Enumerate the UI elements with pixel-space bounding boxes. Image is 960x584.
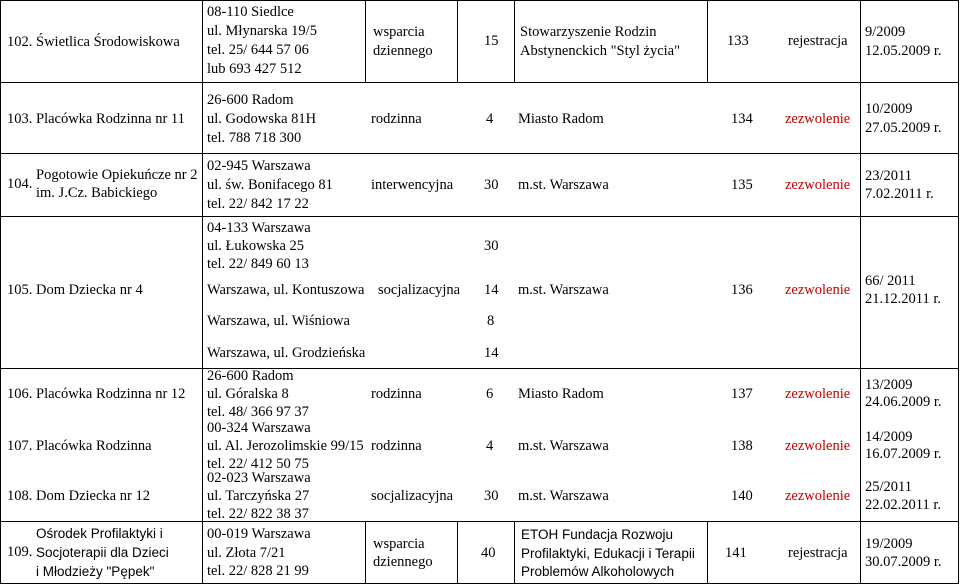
sub-address: Warszawa, ul. Wiśniowa [207, 313, 350, 329]
row-number: 107. [7, 438, 33, 454]
places-count: 30 [484, 177, 499, 193]
status: zezwolenie [785, 177, 851, 193]
places-count: 30 [484, 238, 499, 254]
sub-address: Warszawa, ul. Kontuszowa [207, 282, 365, 298]
institution-name: Placówka Rodzinna nr 12 [36, 386, 186, 402]
institution-type: socjalizacyjna [371, 488, 454, 504]
row-divider [0, 216, 958, 217]
address-line: ul. Godowska 81H [207, 111, 317, 127]
institution-name: i Młodzieży "Pępek" [36, 564, 155, 579]
column-divider [365, 0, 366, 82]
address-line: ul. Złota 7/21 [207, 545, 286, 561]
status: zezwolenie [785, 438, 851, 454]
registry-number: 133 [727, 33, 749, 49]
address-line: ul. Młynarska 19/5 [207, 23, 317, 39]
institution-name: Placówka Rodzinna nr 11 [36, 111, 185, 127]
decision-date: 16.07.2009 r. [865, 446, 942, 462]
address-line: ul. Al. Jerozolimskie 99/15 [207, 438, 364, 454]
sub-address: Warszawa, ul. Grodzieńska [207, 345, 366, 361]
decision-number: 13/2009 [865, 377, 913, 393]
decision-date: 12.05.2009 r. [865, 43, 942, 59]
status: zezwolenie [785, 111, 851, 127]
places-count: 6 [486, 386, 494, 402]
registry-number: 136 [731, 282, 753, 298]
institution-type: wsparcia [373, 536, 425, 552]
institution-type: dziennego [373, 43, 433, 59]
decision-number: 66/ 2011 [865, 273, 916, 289]
operator: m.st. Warszawa [518, 282, 609, 298]
column-divider [514, 0, 515, 82]
institution-type: rodzinna [371, 111, 422, 127]
row-number: 103. [7, 111, 33, 127]
decision-date: 30.07.2009 r. [865, 554, 942, 570]
column-divider [457, 0, 458, 82]
institution-name: Pogotowie Opiekuńcze nr 2 [36, 167, 198, 183]
operator: Profilaktyki, Edukacji i Terapii [521, 546, 695, 561]
operator: Abstynenckich "Styl życia" [520, 43, 681, 59]
decision-date: 24.06.2009 r. [865, 394, 942, 410]
registry-number: 140 [731, 488, 753, 504]
institution-name: Dom Dziecka nr 4 [36, 282, 143, 298]
decision-number: 19/2009 [865, 536, 913, 552]
address-line: tel. 48/ 366 97 37 [207, 404, 309, 420]
institution-type: socjalizacyjna [378, 282, 461, 298]
institution-type: rodzinna [371, 386, 422, 402]
table-border-left [0, 0, 1, 584]
institution-type: dziennego [373, 554, 433, 570]
decision-number: 25/2011 [865, 479, 912, 495]
status: zezwolenie [785, 386, 851, 402]
address-line: 02-945 Warszawa [207, 158, 311, 174]
address-line: lub 693 427 512 [207, 61, 302, 77]
institution-name: Świetlica Środowiskowa [36, 34, 180, 50]
row-divider [0, 0, 958, 1]
address-line: 08-110 Siedlce [207, 4, 294, 20]
decision-number: 10/2009 [865, 101, 913, 117]
registry-number: 137 [731, 386, 753, 402]
address-line: tel. 25/ 644 57 06 [207, 42, 309, 58]
operator: ETOH Fundacja Rozwoju [521, 527, 674, 542]
operator: Stowarzyszenie Rodzin [520, 24, 657, 40]
operator: m.st. Warszawa [518, 488, 609, 504]
address-line: 00-324 Warszawa [207, 420, 311, 436]
row-divider [0, 153, 958, 154]
address-line: tel. 788 718 300 [207, 130, 302, 146]
row-number: 109. [7, 544, 33, 560]
column-divider [860, 0, 861, 584]
status: rejestracja [788, 33, 848, 49]
row-divider [0, 368, 958, 369]
institution-name: Socjoterapii dla Dzieci [36, 545, 169, 560]
decision-date: 27.05.2009 r. [865, 120, 942, 136]
column-divider [707, 0, 708, 82]
status: zezwolenie [785, 282, 851, 298]
decision-number: 23/2011 [865, 168, 912, 184]
row-number: 102. [7, 34, 33, 50]
address-line: ul. Góralska 8 [207, 386, 289, 402]
table-border-right [958, 0, 959, 584]
operator: Problemów Alkoholowych [521, 564, 675, 579]
institution-type: rodzinna [371, 438, 422, 454]
places-count: 8 [487, 313, 495, 329]
places-count: 4 [486, 111, 494, 127]
address-line: 26-600 Radom [207, 92, 294, 108]
registry-number: 135 [731, 177, 753, 193]
places-count: 4 [486, 438, 494, 454]
places-count: 15 [484, 33, 499, 49]
decision-date: 22.02.2011 r. [865, 497, 941, 513]
address-line: 26-600 Radom [207, 368, 294, 384]
places-count: 30 [484, 488, 499, 504]
address-line: 00-019 Warszawa [207, 526, 311, 542]
column-divider [707, 521, 708, 584]
operator: m.st. Warszawa [518, 177, 609, 193]
decision-number: 9/2009 [865, 24, 906, 40]
decision-number: 14/2009 [865, 429, 913, 445]
address-line: 04-133 Warszawa [207, 220, 311, 236]
address-line: tel. 22/ 828 21 99 [207, 563, 309, 579]
row-divider [0, 82, 958, 83]
institution-name: Dom Dziecka nr 12 [36, 488, 150, 504]
institution-name: Ośrodek Profilaktyki i [36, 526, 163, 541]
address-line: tel. 22/ 412 50 75 [207, 456, 309, 472]
institution-name: im. J.Cz. Babickiego [36, 185, 158, 201]
places-count: 14 [484, 282, 499, 298]
address-line: 02-023 Warszawa [207, 470, 311, 486]
institution-type: wsparcia [373, 24, 425, 40]
operator: Miasto Radom [518, 386, 604, 402]
address-line: ul. Tarczyńska 27 [207, 488, 310, 504]
row-number: 108. [7, 488, 33, 504]
row-number: 106. [7, 386, 33, 402]
row-number: 104. [7, 176, 33, 192]
institution-type: interwencyjna [371, 177, 454, 193]
places-count: 14 [484, 345, 499, 361]
decision-date: 21.12.2011 r. [865, 291, 941, 307]
address-line: ul. św. Bonifacego 81 [207, 177, 333, 193]
operator: m.st. Warszawa [518, 438, 609, 454]
decision-date: 7.02.2011 r. [865, 186, 934, 202]
column-divider [514, 521, 515, 584]
row-number: 105. [7, 282, 33, 298]
row-divider [0, 521, 958, 522]
address-line: ul. Łukowska 25 [207, 238, 305, 254]
column-divider [202, 0, 203, 584]
address-line: tel. 22/ 822 38 37 [207, 506, 309, 522]
status: rejestracja [788, 545, 848, 561]
places-count: 40 [481, 545, 496, 561]
column-divider [365, 521, 366, 584]
registry-number: 134 [731, 111, 753, 127]
institution-name: Placówka Rodzinna [36, 438, 152, 454]
registry-number: 141 [725, 545, 747, 561]
status: zezwolenie [785, 488, 851, 504]
address-line: tel. 22/ 842 17 22 [207, 196, 309, 212]
column-divider [457, 521, 458, 584]
operator: Miasto Radom [518, 111, 604, 127]
address-line: tel. 22/ 849 60 13 [207, 256, 309, 272]
registry-number: 138 [731, 438, 753, 454]
